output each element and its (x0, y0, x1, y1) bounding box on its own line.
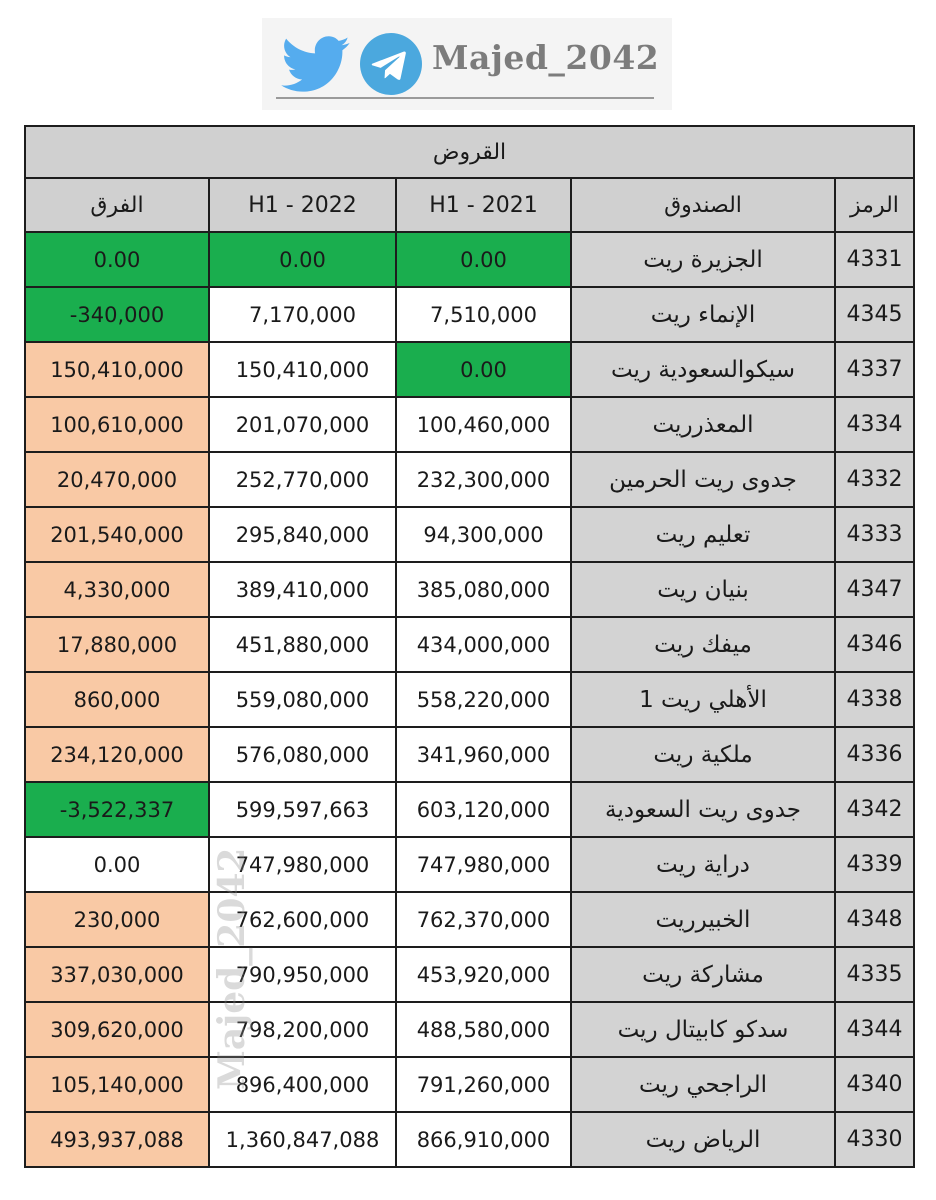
cell-h1-2022: 295,840,000 (209, 507, 396, 562)
cell-h1-2021: 747,980,000 (396, 837, 571, 892)
cell-fund: الجزيرة ريت (571, 232, 835, 287)
cell-code: 4346 (835, 617, 914, 672)
cell-h1-2021: 385,080,000 (396, 562, 571, 617)
header-code: الرمز (835, 178, 914, 232)
table-row (25, 672, 914, 727)
cell-diff: 230,000 (25, 892, 209, 947)
cell-fund: ملكية ريت (571, 727, 835, 782)
table-row (25, 287, 914, 342)
telegram-icon (360, 33, 422, 95)
cell-fund: سدكو كابيتال ريت (571, 1002, 835, 1057)
watermark-text: Majed_2042 (211, 847, 253, 1090)
table-title: القروض (25, 126, 914, 178)
cell-diff: 0.00 (25, 232, 209, 287)
table-row (25, 507, 914, 562)
cell-code: 4332 (835, 452, 914, 507)
cell-h1-2021: 100,460,000 (396, 397, 571, 452)
cell-h1-2022: 599,597,663 (209, 782, 396, 837)
cell-h1-2022: 0.00 (209, 232, 396, 287)
cell-fund: الإنماء ريت (571, 287, 835, 342)
table-row (25, 617, 914, 672)
header-h1-2022: H1 - 2022 (209, 178, 396, 232)
cell-diff: -340,000 (25, 287, 209, 342)
cell-h1-2022: 252,770,000 (209, 452, 396, 507)
cell-fund: دراية ريت (571, 837, 835, 892)
cell-h1-2022: 559,080,000 (209, 672, 396, 727)
cell-h1-2021: 434,000,000 (396, 617, 571, 672)
cell-h1-2021: 791,260,000 (396, 1057, 571, 1112)
cell-code: 4334 (835, 397, 914, 452)
cell-code: 4344 (835, 1002, 914, 1057)
cell-diff: 0.00 (25, 837, 209, 892)
cell-diff: 234,120,000 (25, 727, 209, 782)
header-diff: الفرق (25, 178, 209, 232)
table-row (25, 452, 914, 507)
twitter-bird-icon (280, 36, 352, 94)
cell-fund: تعليم ريت (571, 507, 835, 562)
cell-code: 4348 (835, 892, 914, 947)
cell-diff: 309,620,000 (25, 1002, 209, 1057)
table-row (25, 232, 914, 287)
table-row (25, 1057, 914, 1112)
cell-diff: 337,030,000 (25, 947, 209, 1002)
cell-code: 4335 (835, 947, 914, 1002)
banner-underline (276, 97, 654, 99)
cell-diff: 4,330,000 (25, 562, 209, 617)
cell-h1-2021: 232,300,000 (396, 452, 571, 507)
table-row (25, 782, 914, 837)
cell-code: 4347 (835, 562, 914, 617)
table-row (25, 727, 914, 782)
loans-table (24, 125, 915, 1168)
cell-code: 4333 (835, 507, 914, 562)
cell-h1-2022: 896,400,000 (209, 1057, 396, 1112)
cell-h1-2021: 762,370,000 (396, 892, 571, 947)
cell-diff: 150,410,000 (25, 342, 209, 397)
cell-fund: الراجحي ريت (571, 1057, 835, 1112)
table-row (25, 562, 914, 617)
cell-h1-2021: 94,300,000 (396, 507, 571, 562)
cell-fund: مشاركة ريت (571, 947, 835, 1002)
cell-diff: 860,000 (25, 672, 209, 727)
cell-fund: جدوى ريت السعودية (571, 782, 835, 837)
cell-fund: جدوى ريت الحرمين (571, 452, 835, 507)
cell-fund: الخبيرريت (571, 892, 835, 947)
cell-code: 4331 (835, 232, 914, 287)
cell-fund: بنيان ريت (571, 562, 835, 617)
cell-h1-2021: 558,220,000 (396, 672, 571, 727)
cell-h1-2022: 150,410,000 (209, 342, 396, 397)
cell-diff: 17,880,000 (25, 617, 209, 672)
cell-h1-2021: 0.00 (396, 232, 571, 287)
cell-fund: الأهلي ريت 1 (571, 672, 835, 727)
table-row (25, 397, 914, 452)
cell-h1-2022: 451,880,000 (209, 617, 396, 672)
cell-code: 4339 (835, 837, 914, 892)
cell-code: 4342 (835, 782, 914, 837)
cell-h1-2022: 798,200,000 (209, 1002, 396, 1057)
social-banner (262, 18, 672, 110)
cell-h1-2021: 7,510,000 (396, 287, 571, 342)
cell-h1-2021: 603,120,000 (396, 782, 571, 837)
table-title-row (25, 126, 914, 178)
table-row (25, 1002, 914, 1057)
table-row (25, 837, 914, 892)
cell-h1-2022: 389,410,000 (209, 562, 396, 617)
cell-h1-2022: 747,980,000 (209, 837, 396, 892)
cell-diff: 201,540,000 (25, 507, 209, 562)
cell-fund: سيكوالسعودية ريت (571, 342, 835, 397)
cell-diff: -3,522,337 (25, 782, 209, 837)
cell-h1-2022: 790,950,000 (209, 947, 396, 1002)
cell-code: 4345 (835, 287, 914, 342)
cell-h1-2021: 341,960,000 (396, 727, 571, 782)
cell-h1-2022: 7,170,000 (209, 287, 396, 342)
cell-fund: ميفك ريت (571, 617, 835, 672)
cell-h1-2021: 866,910,000 (396, 1112, 571, 1167)
cell-code: 4340 (835, 1057, 914, 1112)
cell-diff: 493,937,088 (25, 1112, 209, 1167)
cell-fund: المعذرريت (571, 397, 835, 452)
cell-h1-2022: 762,600,000 (209, 892, 396, 947)
handle-text: Majed_2042 (432, 38, 660, 77)
cell-h1-2021: 488,580,000 (396, 1002, 571, 1057)
cell-code: 4336 (835, 727, 914, 782)
cell-h1-2022: 1,360,847,088 (209, 1112, 396, 1167)
table-row (25, 342, 914, 397)
cell-code: 4338 (835, 672, 914, 727)
cell-h1-2021: 453,920,000 (396, 947, 571, 1002)
header-fund: الصندوق (571, 178, 835, 232)
cell-h1-2021: 0.00 (396, 342, 571, 397)
table-row (25, 892, 914, 947)
cell-diff: 105,140,000 (25, 1057, 209, 1112)
table-row (25, 1112, 914, 1167)
cell-code: 4330 (835, 1112, 914, 1167)
cell-h1-2022: 201,070,000 (209, 397, 396, 452)
table-row (25, 947, 914, 1002)
header-h1-2021: H1 - 2021 (396, 178, 571, 232)
cell-h1-2022: 576,080,000 (209, 727, 396, 782)
cell-diff: 100,610,000 (25, 397, 209, 452)
table-header-row (25, 178, 914, 232)
cell-fund: الرياض ريت (571, 1112, 835, 1167)
cell-diff: 20,470,000 (25, 452, 209, 507)
cell-code: 4337 (835, 342, 914, 397)
